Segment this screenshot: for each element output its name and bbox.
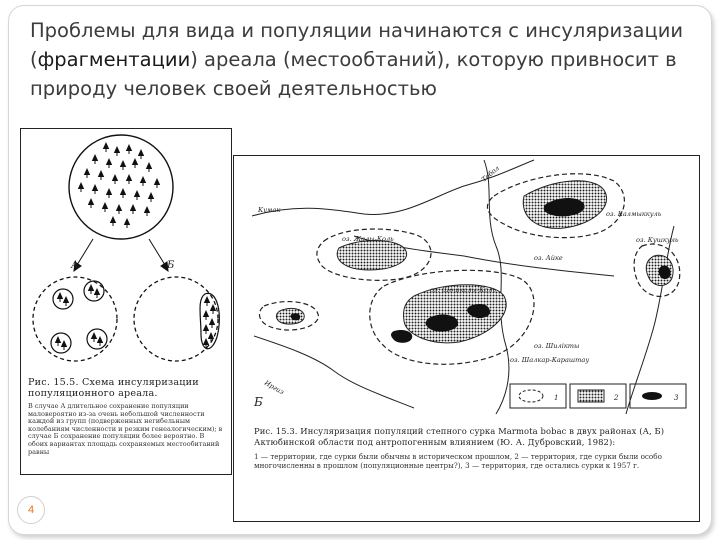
map-label-b: Б (254, 395, 263, 409)
map-legend (510, 384, 686, 408)
scheme-caption-title: Рис. 15.5. Схема инсуляризации популяционного ареала. (28, 377, 199, 399)
scheme-caption-body: В случае А длительное сохранение популяции маловероятно из-за очень небольшой численности каждой из групп (подверженных негибельным колебаниям численности и резким генеалогическим); в случае Б сохранение популяции более вероятно. В обоих вариантах площадь сохраняемых местообитаний равны (28, 402, 223, 456)
place-shalkar: оз. Шалкар-Караштау (510, 356, 590, 364)
slide-title (30, 16, 700, 103)
place-shoshkol: оз. Шошкалы-Коль (430, 286, 497, 294)
figure-insularization-scheme (20, 128, 232, 475)
svg-text:2: 2 (614, 394, 619, 402)
place-kumak: Кумак (258, 206, 281, 214)
marmot-range-map (234, 156, 699, 416)
arrow-down-right-icon (149, 239, 168, 271)
map-caption (254, 426, 684, 471)
forest-trees-icon (78, 142, 160, 228)
remaining-habitat-patch (200, 293, 219, 348)
map-caption-legend: 1 — территории, где сурки были обычны в историческом прошлом, 2 — территория, где сурки были особо многочисленны в прошлом (популяционные центры?), 3 — территория, где остались сурки к 1957 г. (254, 452, 662, 471)
place-irgiz: Иргиз (263, 378, 286, 397)
title-text-1: Проблемы для вида и популяции начинаются с инсуляризации ( (30, 19, 684, 71)
page-number: 4 (27, 504, 35, 516)
scheme-label-a: А (71, 260, 79, 271)
place-kushkul: оз. Кушкуль (636, 236, 679, 244)
title-highlight: фрагментации (37, 48, 191, 71)
map-caption-title: Рис. 15.3. Инсуляризация популяций степного сурка Marmota bobac в двух районах (А, Б) Актюбинской области под антропогенным влиянием (Ю. А. Дубровский, 1982): (254, 426, 665, 447)
place-tobol: Тобол (480, 164, 502, 184)
place-zhaly-kol: оз. Жалы-Коль (342, 235, 394, 243)
figure-marmot-map (233, 155, 700, 522)
page-number-badge (17, 496, 45, 524)
scheme-caption (28, 377, 226, 456)
svg-text:3: 3 (674, 394, 679, 402)
scheme-label-b: Б (167, 260, 175, 271)
place-aike: оз. Айке (534, 254, 563, 262)
svg-text:1: 1 (554, 394, 559, 402)
place-shilikty: оз. Шилікты (534, 342, 580, 350)
scheme-drawing (21, 129, 231, 374)
place-kalmykkol: оз. Калмыккуль (606, 210, 662, 218)
river-irgiz (626, 226, 674, 414)
title-text-2: ) ареала (местообтаний), которую привносит в природу человек своей деятельностью (30, 48, 677, 100)
